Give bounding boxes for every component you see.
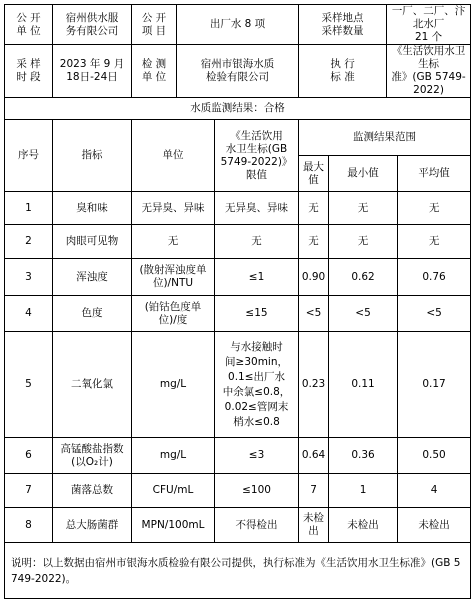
result-title: 水质监测结果：合格 <box>5 98 471 120</box>
row-unit: mg/L <box>132 438 215 474</box>
row-limit: ≤3 <box>215 438 299 474</box>
row-seq: 5 <box>5 332 53 438</box>
col-avg: 平均值 <box>398 156 471 192</box>
table-row <box>5 438 471 474</box>
row-unit: CFU/mL <box>132 474 215 508</box>
sampling-period-value: 2023 年 9 月 18日-24日 <box>53 45 132 98</box>
row-limit: 与水接触时 间≥30min， 0.1≤出厂水 中余氯≤0.8， 0.02≤管网末 梢水≤0.8 <box>215 332 299 438</box>
row-min: 无 <box>329 192 398 225</box>
row-seq: 3 <box>5 259 53 296</box>
table-row <box>5 332 471 438</box>
sampling-site-value: 一厂、二厂、汴北水厂 21 个 <box>387 5 471 45</box>
row-unit: (铂钴色度单 位)/度 <box>132 296 215 332</box>
row-seq: 4 <box>5 296 53 332</box>
row-min: 0.36 <box>329 438 398 474</box>
testing-unit-label: 检 测 单 位 <box>132 45 177 98</box>
row-max: 0.23 <box>299 332 329 438</box>
row-avg: 4 <box>398 474 471 508</box>
row-min: 0.11 <box>329 332 398 438</box>
row-limit: 无 <box>215 225 299 259</box>
row-max: 未检出 <box>299 508 329 543</box>
row-indicator: 浑浊度 <box>53 259 132 296</box>
row-indicator: 二氧化氯 <box>53 332 132 438</box>
row-max: 无 <box>299 225 329 259</box>
row-max: <5 <box>299 296 329 332</box>
col-range: 监测结果范围 <box>299 120 471 156</box>
row-indicator: 高锰酸盐指数 (以O₂计) <box>53 438 132 474</box>
row-min: <5 <box>329 296 398 332</box>
row-limit: ≤1 <box>215 259 299 296</box>
row-unit: (散射浑浊度单 位)/NTU <box>132 259 215 296</box>
row-limit: 无异臭、异味 <box>215 192 299 225</box>
row-seq: 1 <box>5 192 53 225</box>
row-avg: 未检出 <box>398 508 471 543</box>
water-quality-report <box>4 4 470 585</box>
row-limit: 不得检出 <box>215 508 299 543</box>
row-avg: 0.76 <box>398 259 471 296</box>
row-avg: 无 <box>398 225 471 259</box>
row-seq: 2 <box>5 225 53 259</box>
table-row <box>5 225 471 259</box>
standard-value: 《生活饮用水卫生标 准》(GB 5749-2022) <box>387 45 471 98</box>
testing-unit-value: 宿州市银海水质 检验有限公司 <box>177 45 299 98</box>
row-avg: 0.17 <box>398 332 471 438</box>
row-seq: 7 <box>5 474 53 508</box>
col-unit: 单位 <box>132 120 215 192</box>
sampling-site-label: 采样地点 采样数量 <box>299 5 387 45</box>
row-avg: 0.50 <box>398 438 471 474</box>
standard-label: 执 行 标 准 <box>299 45 387 98</box>
row-indicator: 总大肠菌群 <box>53 508 132 543</box>
row-unit: 无异臭、异味 <box>132 192 215 225</box>
table-row <box>5 259 471 296</box>
row-max: 7 <box>299 474 329 508</box>
table-row <box>5 192 471 225</box>
publish-unit-value: 宿州供水服 务有限公司 <box>53 5 132 45</box>
row-max: 无 <box>299 192 329 225</box>
row-avg: <5 <box>398 296 471 332</box>
table-row <box>5 508 471 543</box>
row-min: 1 <box>329 474 398 508</box>
row-unit: 无 <box>132 225 215 259</box>
row-limit: ≤15 <box>215 296 299 332</box>
table-row <box>5 296 471 332</box>
col-min: 最小值 <box>329 156 398 192</box>
row-indicator: 臭和味 <box>53 192 132 225</box>
col-indicator: 指标 <box>53 120 132 192</box>
row-unit: MPN/100mL <box>132 508 215 543</box>
row-indicator: 菌落总数 <box>53 474 132 508</box>
row-indicator: 色度 <box>53 296 132 332</box>
row-min: 无 <box>329 225 398 259</box>
sampling-period-label: 采 样 时 段 <box>5 45 53 98</box>
row-max: 0.64 <box>299 438 329 474</box>
row-min: 0.62 <box>329 259 398 296</box>
row-min: 未检出 <box>329 508 398 543</box>
row-unit: mg/L <box>132 332 215 438</box>
col-seq: 序号 <box>5 120 53 192</box>
col-max: 最大值 <box>299 156 329 192</box>
row-seq: 8 <box>5 508 53 543</box>
col-limit: 《生活饮用 水卫生标(GB 5749-2022)》 限值 <box>215 120 299 192</box>
row-indicator: 肉眼可见物 <box>53 225 132 259</box>
row-seq: 6 <box>5 438 53 474</box>
publish-item-label: 公 开 项 目 <box>132 5 177 45</box>
report-table <box>4 4 471 599</box>
publish-item-value: 出厂水 8 项 <box>177 5 299 45</box>
table-row <box>5 474 471 508</box>
row-limit: ≤100 <box>215 474 299 508</box>
publish-unit-label: 公 开 单 位 <box>5 5 53 45</box>
row-avg: 无 <box>398 192 471 225</box>
footnote: 说明：以上数据由宿州市银海水质检验有限公司提供，执行标准为《生活饮用水卫生标准》(GB 5749-2022)。 <box>5 543 471 599</box>
row-max: 0.90 <box>299 259 329 296</box>
